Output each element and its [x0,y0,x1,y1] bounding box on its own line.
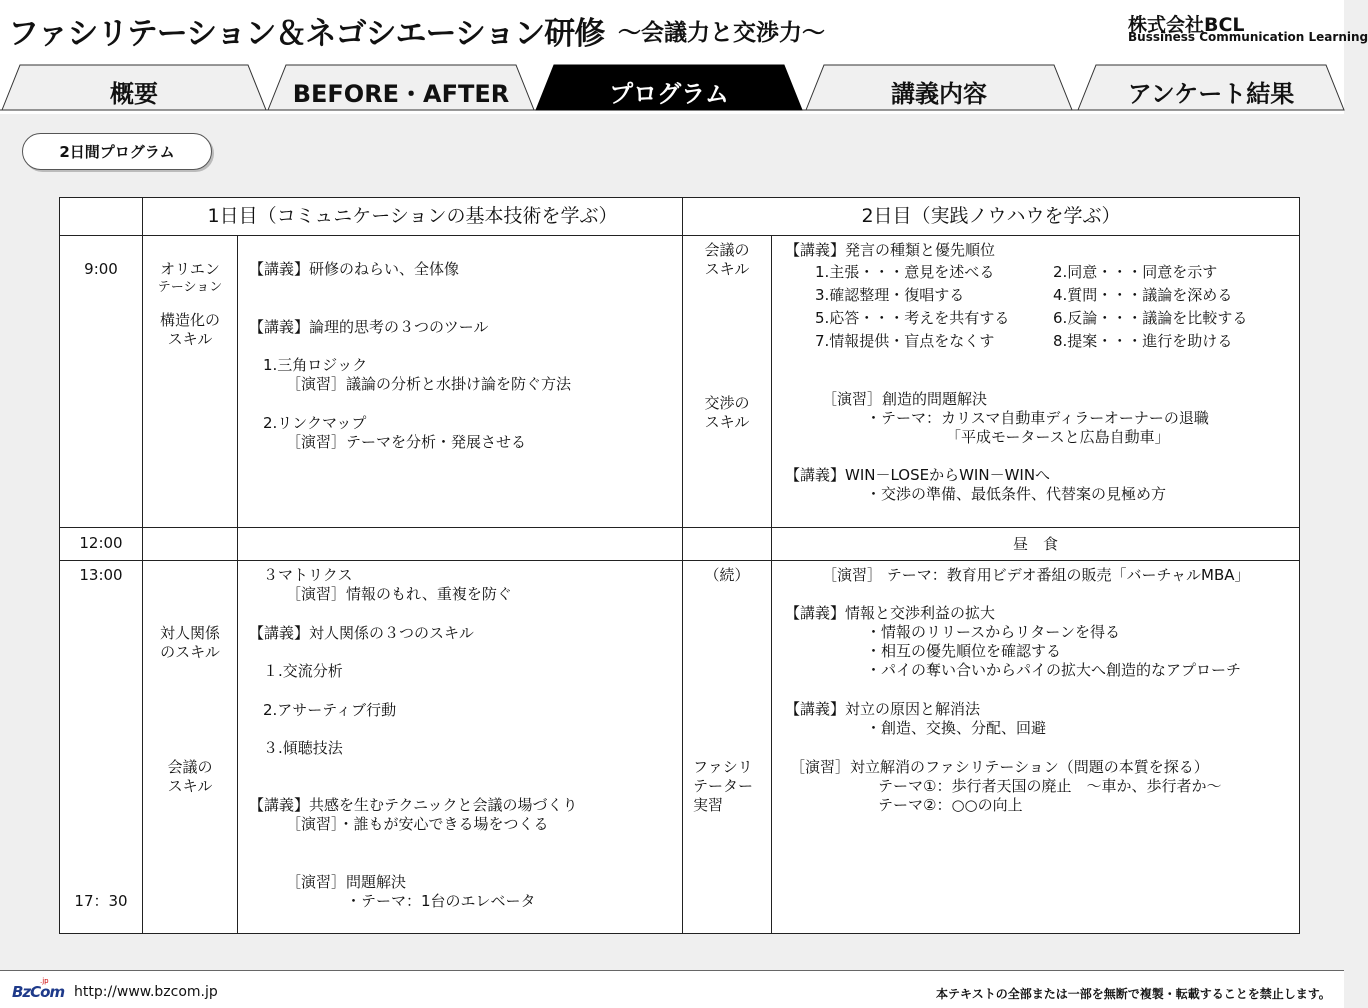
bzcom-logo: BzCom [12,983,65,1001]
two-day-program-button[interactable]: 2日間プログラム [22,133,212,170]
topic-interpersonal-2: のスキル [160,643,220,661]
d2-pm-line: 【講義】対立の原因と解消法 [785,700,981,718]
d2-topic-negotiation-2: スキル [704,413,750,431]
company-name: 株式会社BCL [1128,14,1245,36]
d2-am-line: 【講義】発言の種類と優先順位 [785,241,996,259]
d1-pm-line: 【講義】対人関係の３つのスキル [249,624,474,642]
d1-am-line: 2.リンクマップ [263,414,367,432]
d2-pm-line: ・パイの奪い合いからパイの拡大へ創造的なアプローチ [866,661,1242,679]
tab-before-after[interactable]: BEFORE・AFTER [292,80,510,108]
tab-lecture-content[interactable]: 講義内容 [891,80,987,108]
header [0,0,1368,62]
day2-header: 2日目（実践ノウハウを学ぶ） [861,205,1121,227]
d2-topic-meeting-1: 会議の [704,241,750,259]
time-start: 9:00 [84,260,118,278]
page-subtitle: ～会議力と交渉力～ [618,20,825,46]
day1-header: 1日目（コミュニケーションの基本技術を学ぶ） [207,205,618,227]
d2-am-line: ・テーマ：カリスマ自動車ディラーオーナーの退職 [866,409,1209,427]
d1-pm-line: ３マトリクス [263,566,353,584]
d2-am-line: 【講義】WIN－LOSEからWIN－WINへ [785,466,1051,484]
d2-topic-facilitator-3: 実習 [693,796,724,814]
grid-line [237,235,238,933]
tab-survey-results[interactable]: アンケート結果 [1127,80,1295,108]
schedule-table [59,197,1300,934]
website-link[interactable]: http://www.bzcom.jp [74,984,218,1000]
d2-topic-negotiation-1: 交渉の [704,394,750,412]
d2-am-line: 6.反論・・・議論を比較する [1053,309,1248,327]
d2-pm-line: ・情報のリリースからリターンを得る [866,623,1120,641]
topic-meeting-1: 会議の [167,758,213,776]
grid-line [60,235,1299,236]
d1-am-line: 1.三角ロジック [263,356,368,374]
d2-am-line: 4.質問・・・議論を深める [1053,286,1233,304]
grid-line [60,560,1299,561]
d1-pm-line: ［演習］問題解決 [286,873,407,891]
d2-am-line: ［演習］創造的問題解決 [822,390,988,408]
d2-pm-line: ・創造、交換、分配、回避 [866,719,1047,737]
tab-program[interactable]: プログラム [609,80,729,108]
d2-am-line: 5.応答・・・考えを共有する [815,309,1010,327]
d2-pm-line: ［演習］ テーマ：教育用ビデオ番組の販売「バーチャルMBA」 [822,566,1250,584]
d1-pm-line: ・テーマ：1台のエレベータ [346,892,536,910]
grid-line [771,235,772,933]
bzcom-logo-suffix: .jp [40,977,49,985]
d2-am-line: 「平成モータースと広島自動車」 [946,428,1170,446]
topic-structure-1: 構造化の [159,311,220,329]
d2-am-line: 3.確認整理・復唱する [815,286,965,304]
time-lunch: 12:00 [79,534,123,552]
d2-topic-continued: （続） [704,566,750,584]
d1-pm-line: 2.アサーティブ行動 [263,701,397,719]
d2-topic-meeting-2: スキル [704,260,750,278]
d1-am-line: ［演習］議論の分析と水掛け論を防ぐ方法 [286,375,572,393]
d2-am-line: 2.同意・・・同意を示す [1053,263,1218,281]
topic-orientation-1: オリエン [160,260,220,278]
time-afternoon: 13:00 [79,566,123,584]
d2-pm-line: ・相互の優先順位を確認する [866,642,1062,660]
grid-line [60,527,1299,528]
d2-pm-line: テーマ①：歩行者天国の廃止 ～車か、歩行者か～ [878,777,1222,795]
lunch-label: 昼 食 [1012,535,1058,553]
d1-am-line: ［演習］テーマを分析・発展させる [286,433,527,451]
time-end: 17：30 [74,892,128,910]
d2-am-line: 7.情報提供・盲点をなくす [815,332,995,350]
d1-pm-line: １.交流分析 [263,662,343,680]
d2-am-line: 1.主張・・・意見を述べる [815,263,995,281]
footer [0,970,1344,1008]
d2-topic-facilitator-2: テーター [693,777,754,795]
d2-am-line: 8.提案・・・進行を助ける [1053,332,1233,350]
grid-line [142,198,143,933]
tab-bar [0,62,1344,114]
topic-meeting-2: スキル [167,777,213,795]
topic-structure-2: スキル [167,330,213,348]
page-title: ファシリテーション＆ネゴシエーション研修 [8,16,605,52]
d1-pm-line: ［演習］・誰もが安心できる場をつくる [286,815,549,833]
d1-am-line: 【講義】論理的思考の３つのツール [249,318,489,336]
d2-am-line: ・交渉の準備、最低条件、代替案の見極め方 [866,485,1167,503]
d2-pm-line: テーマ②：○○の向上 [878,796,1023,814]
d2-topic-facilitator-1: ファシリ [693,758,753,776]
copyright-notice: 本テキストの全部または一部を無断で複製・転載することを禁止します。 [936,987,1331,1001]
company-name-en: Bussiness Communication Learning [1128,30,1368,44]
d2-pm-line: ［演習］対立解消のファシリテーション（問題の本質を探る） [790,758,1209,776]
d1-pm-line: ［演習］情報のもれ、重複を防ぐ [286,585,512,603]
topic-interpersonal-1: 対人関係 [159,624,220,642]
d1-am-line: 【講義】研修のねらい、全体像 [249,260,460,278]
d1-pm-line: 【講義】共感を生むテクニックと会議の場づくり [249,796,578,814]
d2-pm-line: 【講義】情報と交渉利益の拡大 [785,604,996,622]
topic-orientation-2: テーション [157,280,223,295]
d1-pm-line: ３.傾聴技法 [263,739,343,757]
tab-overview[interactable]: 概要 [110,80,158,108]
